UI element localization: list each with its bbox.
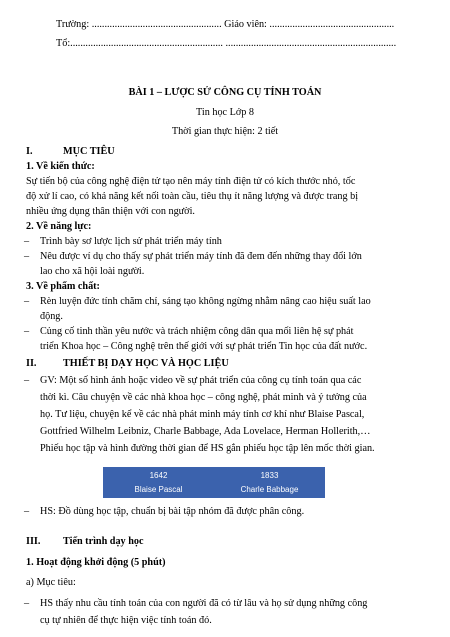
skills-item: Nêu được ví dụ cho thấy sự phát triển máy tính đã đem đến những thay đổi lớn bbox=[40, 251, 362, 262]
bullet-dash: – bbox=[24, 506, 30, 517]
subject-line: Tin học Lớp 8 bbox=[196, 107, 254, 118]
timeline-inventor: Blaise Pascal bbox=[134, 485, 183, 494]
skills-heading: 2. Về năng lực: bbox=[26, 221, 92, 232]
school-teacher-line: Trường: ................................................... Giáo viên: ................................................. bbox=[56, 19, 395, 30]
quality-heading: 3. Về phẩm chất: bbox=[26, 281, 100, 292]
knowledge-heading: 1. Về kiến thức: bbox=[26, 161, 95, 172]
section-1-heading: MỤC TIÊU bbox=[63, 146, 115, 157]
section-2-heading: THIẾT BỊ DẠY HỌC VÀ HỌC LIỆU bbox=[63, 358, 229, 369]
bullet-dash: – bbox=[24, 296, 30, 307]
teacher-materials-line: họ. Tư liệu, chuyện kể về các nhà phát minh máy tính cơ khí như Blaise Pascal, bbox=[40, 409, 365, 420]
teacher-materials-line: Phiếu học tập và hình đường thời gian để HS gắn phiếu học tập lên mốc thời gian. bbox=[40, 443, 375, 454]
bullet-dash: – bbox=[24, 326, 30, 337]
section-3-number: III. bbox=[26, 536, 41, 547]
skills-item: Trình bày sơ lược lịch sử phát triển máy tính bbox=[40, 236, 222, 247]
bullet-dash: – bbox=[24, 236, 30, 247]
quality-item: động. bbox=[40, 311, 63, 322]
goal-line: HS thấy nhu cầu tính toán của con người đã có từ lâu và họ sử dụng những công bbox=[40, 598, 368, 609]
knowledge-line: độ xử lí cao, có khả năng kết nối toàn cầu, tiêu thụ ít năng lượng và được trang bị bbox=[26, 191, 359, 202]
section-1-number: I. bbox=[26, 146, 33, 157]
quality-item: triển Khoa học – Công nghệ trên thế giới với sự phát triển Tin học của đất nước. bbox=[40, 341, 368, 352]
skills-item: lao cho xã hội loài người. bbox=[40, 266, 145, 277]
timeline-bar bbox=[103, 467, 325, 498]
section-3-heading: Tiến trình dạy học bbox=[63, 536, 144, 547]
timeline-year: 1833 bbox=[260, 471, 279, 480]
quality-item: Rèn luyện đức tính chăm chỉ, sáng tạo không ngừng nhằm nâng cao hiệu suất lao bbox=[40, 296, 371, 307]
timeline-inventor: Charle Babbage bbox=[240, 485, 299, 494]
teacher-materials-line: GV: Một số hình ảnh hoặc video về sự phát triển của công cụ tính toán qua các bbox=[40, 375, 362, 386]
bullet-dash: – bbox=[24, 375, 30, 386]
duration-line: Thời gian thực hiện: 2 tiết bbox=[171, 126, 279, 137]
quality-item: Củng cố tinh thần yêu nước và trách nhiệm công dân qua mối liên hệ sự phát bbox=[40, 326, 354, 337]
lesson-title: BÀI 1 – LƯỢC SỬ CÔNG CỤ TÍNH TOÁN bbox=[128, 87, 322, 98]
knowledge-line: nhiều ứng dụng thân thiện với con người. bbox=[26, 206, 195, 217]
teacher-materials-line: Gottfried Wilhelm Leibniz, Charle Babbage, Ada Lovelace, Herman Hollerith,… bbox=[40, 426, 371, 437]
goal-label: a) Mục tiêu: bbox=[26, 577, 76, 588]
team-line: Tổ:............................................................ ................................................................... bbox=[56, 38, 397, 49]
goal-line: cụ tự nhiên để thực hiện việc tính toán đó. bbox=[40, 615, 212, 626]
activity-heading: 1. Hoạt động khởi động (5 phút) bbox=[26, 557, 166, 568]
teacher-materials-line: thời kì. Câu chuyện về các nhà khoa học – công nghệ, phát minh và ý tưởng của bbox=[40, 392, 367, 403]
bullet-dash: – bbox=[24, 251, 30, 262]
knowledge-line: Sự tiến bộ của công nghệ điện tử tạo nên máy tính điện tử có kích thước nhỏ, tốc bbox=[26, 176, 356, 187]
timeline-year: 1642 bbox=[149, 471, 168, 480]
section-2-number: II. bbox=[26, 358, 37, 369]
bullet-dash: – bbox=[24, 598, 30, 609]
student-materials-line: HS: Đồ dùng học tập, chuẩn bị bài tập nhóm đã được phân công. bbox=[40, 506, 305, 517]
